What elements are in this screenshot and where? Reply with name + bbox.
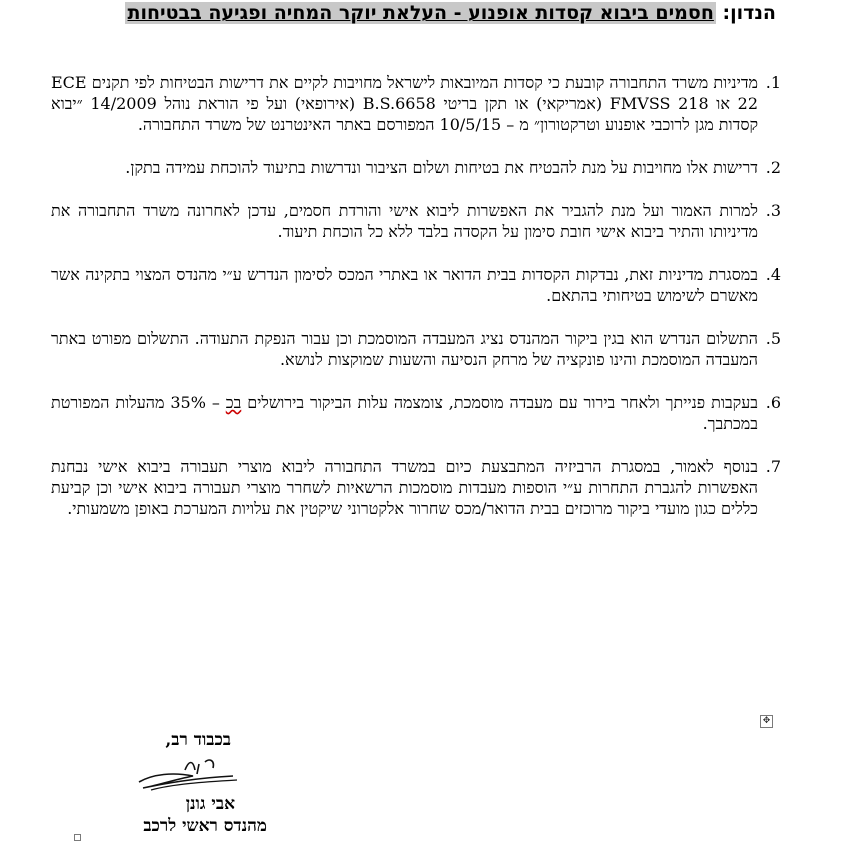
item-text: בנוסף לאמור, במסגרת הרביזיה המתבצעת כיום במשרד התחבורה ליבוא מוצרי תעבורה ביבוא אישי נבחנת האפשרות להגברת התחרות ע״י הוספות מעבדות מוסמכות הרשאיות לשחרר מוצרי תעבורה ביבוא אישי וכן קביעת כללים כגון מועדי ביקור מרוכזים בבית הדואר/מכס שחרור אלקטרוני שיקטין את עלויות המערכת באופן משמעותי.: [51, 457, 758, 518]
item-number: 1.: [765, 73, 781, 92]
item-number: 5.: [765, 329, 781, 348]
item-text-part: – 35% מהעלות המפורטת במכתבך.: [51, 393, 758, 433]
signer-name: אבי גונן: [185, 794, 235, 814]
list-item: [51, 157, 781, 178]
item-text: למרות האמור ועל מנת להגביר את האפשרות ליבוא אישי והורדת חסמים, עדכן לאחרונה משרד התחבורה את מדיניותו והתיר ביבוא אישי חובת סימון על הקסדה בלבד ללא כל הוכחת תיעוד.: [51, 201, 759, 241]
item-number: 4.: [765, 265, 781, 284]
item-number: 7.: [765, 457, 781, 476]
resize-handle-icon[interactable]: [74, 834, 81, 841]
numbered-list: [51, 72, 781, 541]
list-item: [51, 200, 781, 242]
handwritten-signature: [133, 754, 243, 796]
item-text: התשלום הנדרש הוא בגין ביקור המהנדס נציג המעבדה המוסמכת וכן עבור הנפקת התעודה. התשלום מפורט באתר המעבדה המוסמכת והינו פונקציה של מרחק הנסיעה והשעות שמוקצות לנושא.: [51, 329, 758, 369]
subject-label: הנדון:: [722, 2, 776, 24]
signer-role: מהנדס ראשי לרכב: [143, 816, 267, 836]
item-text: במסגרת מדיניות זאת, נבדקות הקסדות בבית הדואר או באתרי המכס לסימון הנדרש ע״י מהנדס המצוי בתקינה אשר מאשרם לשימוש בטיחותי בהתאם.: [51, 265, 758, 305]
move-handle-icon[interactable]: ✥: [760, 715, 773, 728]
item-number: 2.: [765, 158, 781, 177]
list-item: [51, 328, 781, 370]
subject-text: חסמים ביבוא קסדות אופנוע - העלאת יוקר המחיה ופגיעה בבטיחות: [127, 2, 714, 24]
subject-line: [125, 2, 776, 24]
item-number: 3.: [765, 201, 781, 220]
list-item: [51, 264, 781, 306]
item-text: דרישות אלו מחויבות על מנת להבטיח את בטיחות ושלום הציבור ונדרשות בתיעוד להוכחת עמידה בתקן.: [125, 158, 758, 177]
list-item: [51, 456, 781, 519]
spellcheck-flagged-word: בכ: [225, 393, 242, 412]
list-item: [51, 72, 781, 135]
item-number: 6.: [765, 393, 781, 412]
item-text-part: בעקבות פנייתך ולאחר בירור עם מעבדה מוסמכת, צומצמה עלות הביקור בירושלים: [241, 393, 758, 412]
item-text: מדיניות משרד התחבורה קובעת כי קסדות המיובאות לישראל מחויבות לקיים את דרישות הבטיחות לפי תקנים ECE 22 או FMVSS 218 (אמריקאי) או תקן בריטי B.S.6658 (אירופאי) ועל פי הוראת נוהל 14/2009 ״יבוא קסדות מגן לרוכבי אופנוע וטרקטורון״ מ – 10/5/15 המפורסם באתר האינטרנט של משרד התחבורה.: [51, 73, 759, 134]
item-text: [51, 392, 758, 434]
list-item: [51, 392, 781, 434]
closing-greeting: בכבוד רב,: [165, 730, 231, 750]
